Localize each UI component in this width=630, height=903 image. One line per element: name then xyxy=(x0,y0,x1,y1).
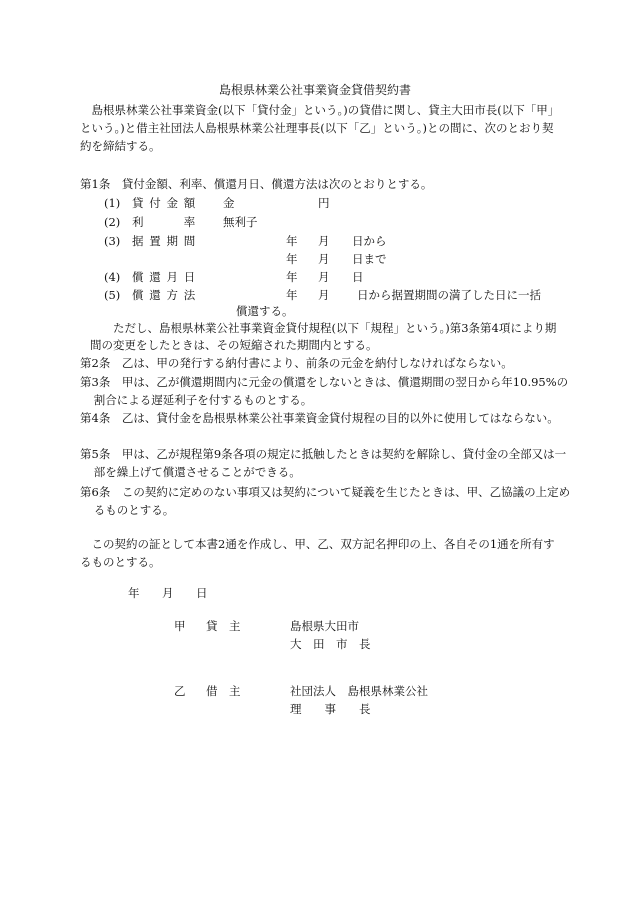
item5-method: 日から据置期間の満了した日に一括 xyxy=(357,288,541,302)
item5-year: 年 xyxy=(286,288,298,302)
item1-number: (1) xyxy=(104,196,121,210)
date-month: 月 xyxy=(162,586,174,600)
item5-method-cont: 償還する。 xyxy=(236,304,294,318)
item5-number: (5) xyxy=(104,288,121,302)
party-a-title: 大 田 市 長 xyxy=(290,637,371,651)
item3-from-year: 年 xyxy=(286,234,298,248)
item2-content: 無利子 xyxy=(223,215,258,229)
item4-year: 年 xyxy=(286,270,298,284)
article4: 第4条 乙は、貸付金を島根県林業公社事業資金貸付規程の目的以外に使用してはならない。 xyxy=(80,411,559,425)
party-b-mark: 乙 xyxy=(174,684,186,698)
item4-number: (4) xyxy=(104,270,121,284)
item1-label: 貸付金額 xyxy=(132,196,201,210)
closing-paragraph: この契約の証として本書2通を作成し、甲、乙、双方記名押印の上、各自その1通を所有するものとする。 xyxy=(80,537,555,569)
item4-day: 日 xyxy=(352,270,364,284)
item4-month: 月 xyxy=(318,270,330,284)
item3-from-month: 月 xyxy=(318,234,330,248)
item1-content: 金 xyxy=(223,196,235,210)
item4-label: 償還月日 xyxy=(132,270,201,284)
item1-unit: 円 xyxy=(318,196,330,210)
item5-label: 償還方法 xyxy=(132,288,201,302)
item3-from-day: 日から xyxy=(352,234,387,248)
item5-month: 月 xyxy=(318,288,330,302)
date-day: 日 xyxy=(196,586,208,600)
party-b-organization: 社団法人 島根県林業公社 xyxy=(290,684,428,698)
party-a-role: 貸 主 xyxy=(206,619,241,633)
item3-number: (3) xyxy=(104,234,121,248)
item2-number: (2) xyxy=(104,215,121,229)
party-b-title: 理 事 長 xyxy=(290,702,371,716)
party-a-address: 島根県大田市 xyxy=(290,619,359,633)
article5: 第5条 甲は、乙が規程第9条各項の規定に抵触したときは契約を解除し、貸付金の全部又は一部を繰上げて償還させることができる。 xyxy=(80,447,567,479)
article3: 第3条 甲は、乙が償還期間内に元金の償還をしないときは、償還期間の翌日から年10.95%の割合による遅延利子を付するものとする。 xyxy=(80,375,569,407)
article6: 第6条 この契約に定めのない事項又は契約について疑義を生じたときは、甲、乙協議の上定めるものとする。 xyxy=(80,485,571,517)
item3-to-year: 年 xyxy=(286,252,298,266)
party-a-mark: 甲 xyxy=(174,619,186,633)
item3-label: 据置期間 xyxy=(132,234,201,248)
article1-proviso: ただし、島根県林業公社事業資金貸付規程(以下「規程」という。)第3条第4項により期間の変更をしたときは、その短縮された期間内とする。 xyxy=(90,321,557,352)
item2-label: 利 率 xyxy=(132,215,201,229)
article2: 第2条 乙は、甲の発行する納付書により、前条の元金を納付しなければならない。 xyxy=(80,356,513,370)
item3-to-day: 日まで xyxy=(352,252,387,266)
item3-to-month: 月 xyxy=(318,252,330,266)
date-year: 年 xyxy=(128,586,140,600)
party-b-role: 借 主 xyxy=(206,684,241,698)
article1-heading: 第1条 貸付金額、利率、償還月日、償還方法は次のとおりとする。 xyxy=(80,177,433,191)
intro-paragraph: 島根県林業公社事業資金(以下「貸付金」という。)の貸借に関し、貸主大田市長(以下「甲」という。)と借主社団法人島根県林業公社理事長(以下「乙」という。)との間に、次のとおり契約を締結する。 xyxy=(80,103,554,153)
document-title: 島根県林業公社事業資金貸借契約書 xyxy=(218,83,411,97)
